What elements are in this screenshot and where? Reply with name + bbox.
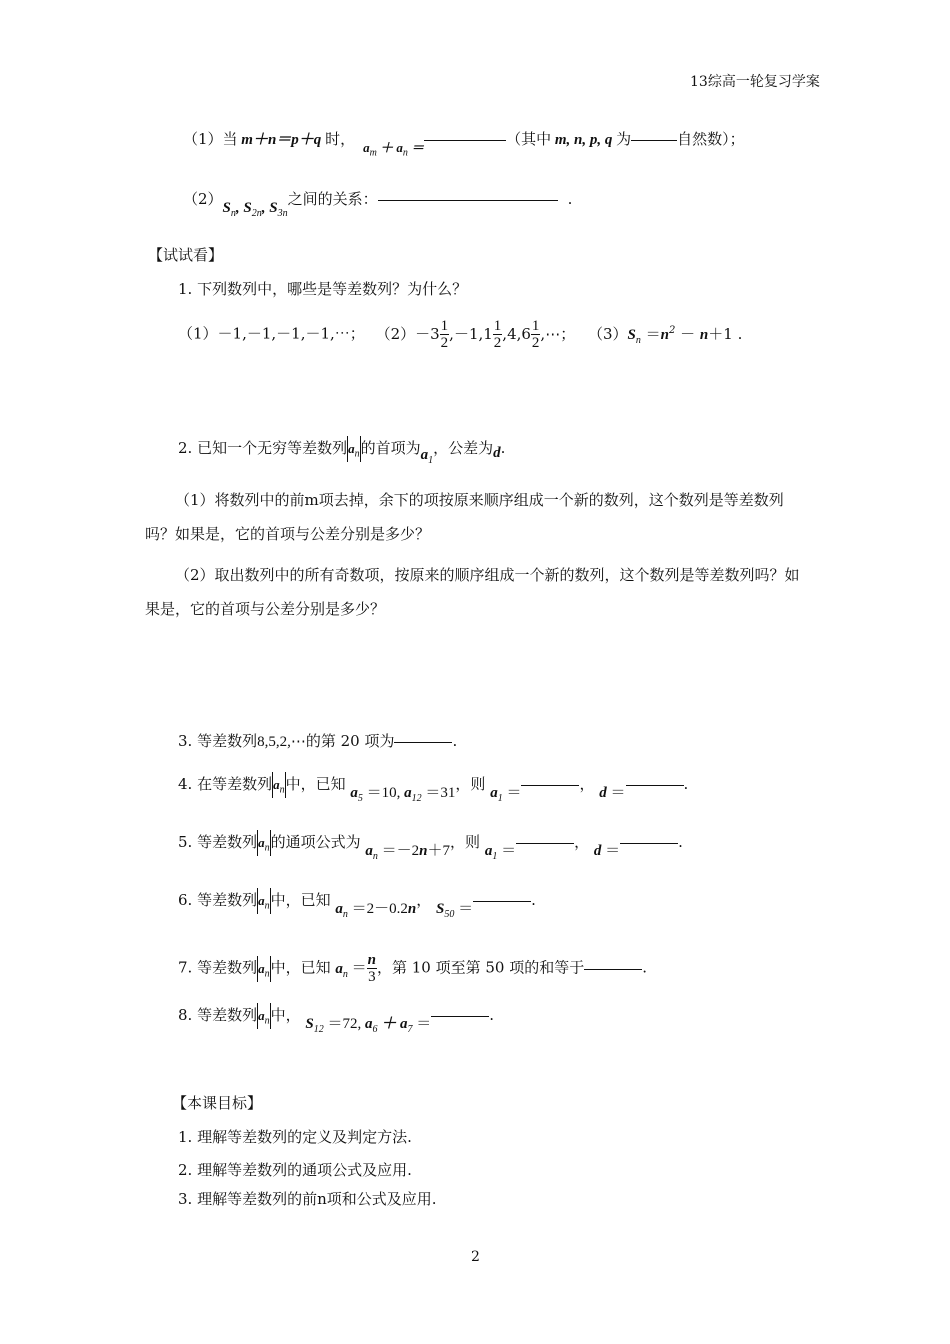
p2-vars: $S_n$, $S_{2n}$, $S_{3n}$	[222, 200, 288, 219]
p1-blank-2[interactable]	[631, 139, 677, 141]
p1-vars: m, n, p, q	[551, 132, 617, 148]
q3-blank[interactable]	[394, 741, 452, 743]
tryit-heading: 【试试看】	[148, 246, 224, 264]
p2-label: （2）	[183, 190, 223, 208]
p2-blank[interactable]	[378, 199, 558, 201]
p1-label: （1）当	[183, 130, 238, 148]
p1-when: 时，	[325, 130, 356, 148]
property-2: $(2)S_n$, $S_{2n}$, $S_{3n}$之间的关系： .	[183, 190, 573, 219]
q4: 4. 在等差数列$a_n$中，已知 $a_5 =10$, $a_{12} =31$，则 $a_1$ ＝ ， d ＝ .	[178, 772, 688, 798]
goal-item-3: 3. 理解等差数列的前n项和公式及应用.	[178, 1190, 437, 1208]
q2-part2: （2）取出数列中的所有奇数项，按原来的顺序组成一个新的数列，这个数列是等差数列吗？如果是，它的首项与公差分别是多少？	[145, 566, 800, 618]
q3: 3. 等差数列8,5,2,⋯的第 20 项为 .	[178, 732, 458, 750]
q4-blank-a1[interactable]	[521, 784, 579, 786]
q7: 7. 等差数列$a_n$中，已知 $a_n$ ＝ $\frac{n}{3}$ ，第 10 项至第 50 项的和等于 .	[178, 952, 648, 985]
q8-blank[interactable]	[431, 1015, 489, 1017]
goals-heading: 【本课目标】	[172, 1094, 263, 1112]
q6-blank[interactable]	[473, 900, 531, 902]
q8: 8. 等差数列$a_n$中， $S_{12} =72$, $a_6 + a_7$ ＝ .	[178, 1003, 494, 1029]
goal-item-1: 1. 理解等差数列的定义及判定方法.	[178, 1128, 412, 1146]
p1-natural: 自然数）；	[677, 130, 745, 148]
goal-item-2: 2. 理解等差数列的通项公式及应用.	[178, 1161, 412, 1179]
q1-option-3: $(3)S_n =n^2 - n+1$ .	[587, 324, 743, 346]
p1-expression: $a_m + a_n$ ＝	[359, 140, 425, 159]
q1-option-1: （1）－1,－1,－1,－1,⋯；	[178, 324, 365, 343]
header-title: 13综高一轮复习学案	[690, 74, 820, 90]
q1-options	[178, 318, 742, 351]
q1-option-2: （2）－3 $\frac{1}{2}$ ,－1,1 $\frac{1}{2}$ ,4,6 $\frac{1}{2}$ ,⋯；	[375, 318, 576, 351]
p1-blank-1[interactable]	[424, 139, 506, 141]
property-1	[183, 128, 745, 159]
p1-is: 为	[616, 130, 632, 148]
q2-intro: 2. 已知一个无穷等差数列$a_n$的首项为$a_1$，公差为d.	[178, 436, 505, 462]
q5-blank-a1[interactable]	[516, 842, 574, 844]
page-number: 2	[471, 1249, 480, 1265]
q7-blank[interactable]	[584, 968, 642, 970]
q1-text: 1. 下列数列中，哪些是等差数列？为什么？	[178, 280, 468, 298]
p1-paren: （其中	[506, 130, 552, 148]
p1-condition: m＋n＝p＋q	[237, 132, 326, 148]
q5-blank-d[interactable]	[620, 842, 678, 844]
q5: 5. 等差数列$a_n$的通项公式为 $a_n =-2n+7$，则 $a_1$ ＝ ， d ＝ .	[178, 830, 683, 856]
q6: 6. 等差数列$a_n$中，已知 $a_n =2-0.2n$， $S_{50}$ ＝ .	[178, 888, 536, 914]
q2-part1: （1）将数列中的前m项去掉，余下的项按原来顺序组成一个新的数列，这个数列是等差数列吗？如果是，它的首项与公差分别是多少？	[145, 491, 784, 543]
p2-relation: 之间的关系：	[287, 190, 378, 208]
q4-blank-d[interactable]	[626, 784, 684, 786]
